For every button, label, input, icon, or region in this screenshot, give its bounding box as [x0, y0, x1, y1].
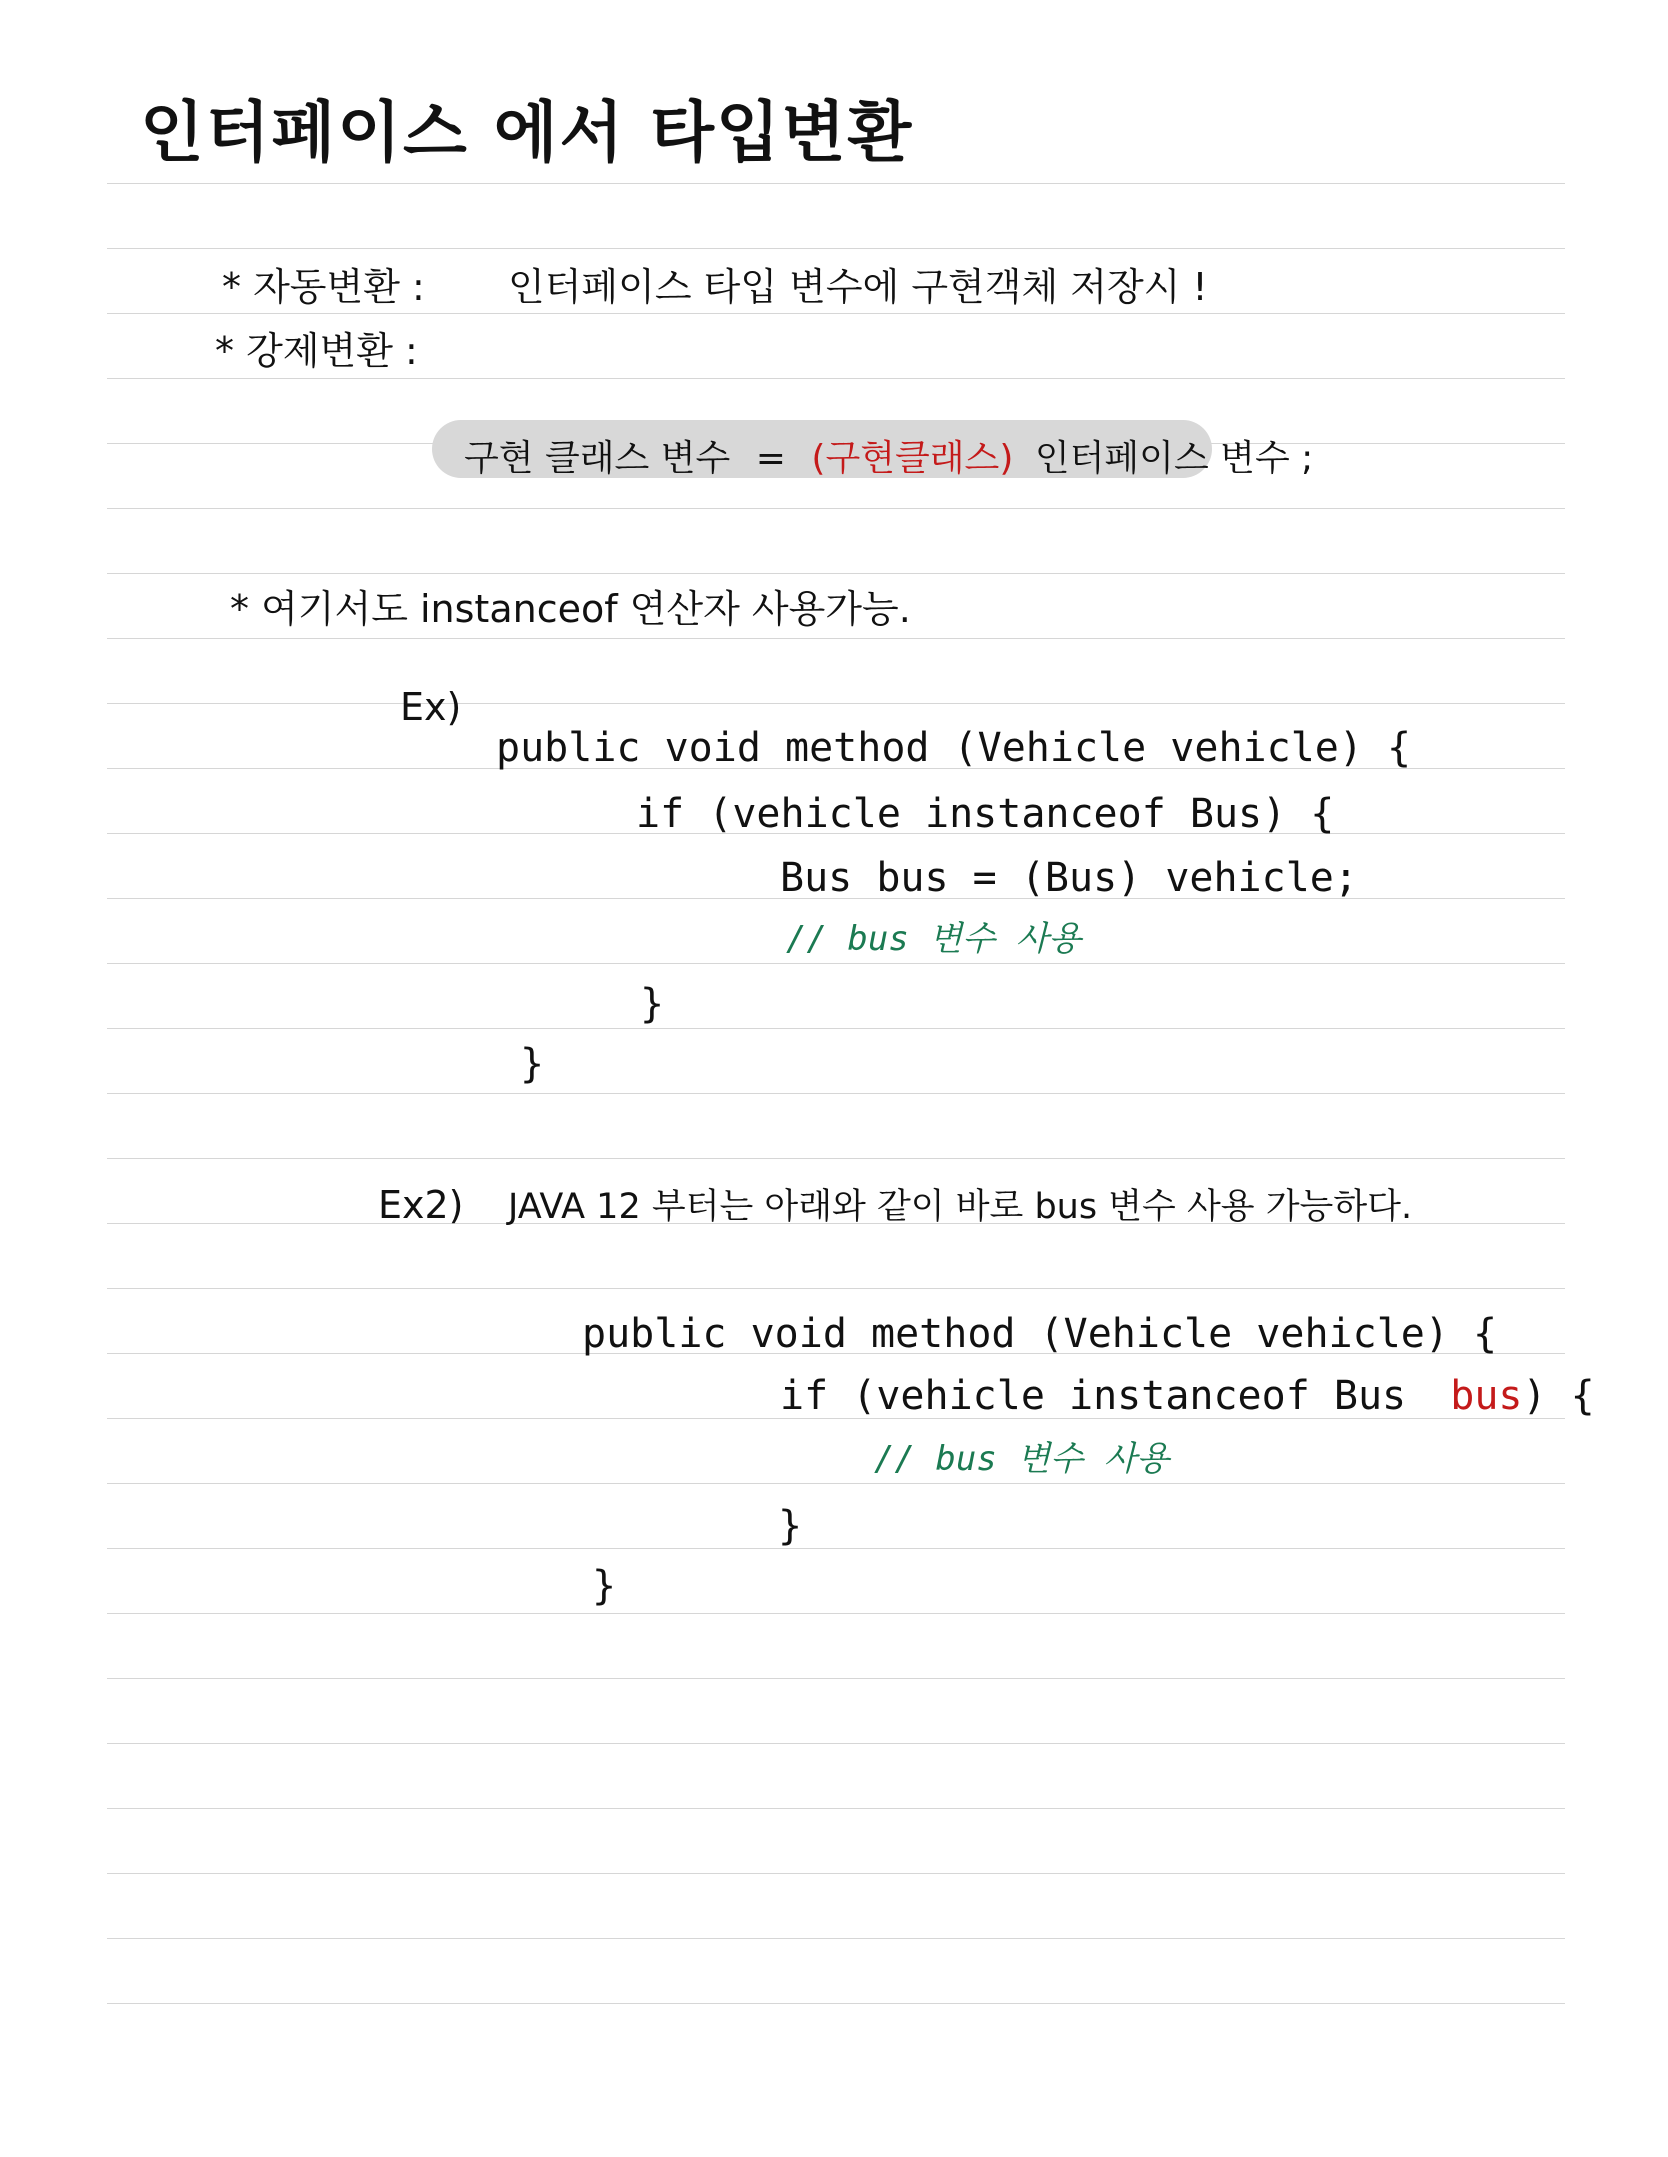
- ruled-line: [107, 573, 1565, 574]
- ruled-line: [107, 1678, 1565, 1679]
- ruled-line: [107, 1483, 1565, 1484]
- ex1-close-inner: }: [640, 981, 665, 1027]
- ex2-line2: [780, 1373, 1595, 1419]
- ex2-close-inner: }: [778, 1503, 803, 1549]
- ruled-line: [107, 1158, 1565, 1159]
- ex2-line1: public void method (Vehicle vehicle) {: [582, 1311, 1498, 1357]
- ex1-line3: Bus bus = (Bus) vehicle;: [780, 855, 1358, 901]
- formula-lhs: 구현 클래스 변수: [464, 438, 731, 479]
- ruled-line: [107, 963, 1565, 964]
- ex2-line2-pre: if (vehicle instanceof Bus: [780, 1373, 1407, 1419]
- ruled-line: [107, 1028, 1565, 1029]
- ruled-line: [107, 313, 1565, 314]
- ruled-line: [107, 1743, 1565, 1744]
- page-title: 인터페이스 에서 타입변환: [140, 94, 914, 171]
- ruled-line: [107, 703, 1565, 704]
- ex1-line2: if (vehicle instanceof Bus) {: [636, 791, 1335, 837]
- ruled-line: [107, 1938, 1565, 1939]
- ex1-comment: // bus 변수 사용: [786, 919, 1082, 959]
- cast-conversion-label: * 강제변환 :: [215, 329, 418, 373]
- formula: [464, 430, 1313, 481]
- ex2-close-outer: }: [592, 1563, 617, 1609]
- ruled-line: [107, 1613, 1565, 1614]
- ruled-line: [107, 1808, 1565, 1809]
- ex2-label: Ex2): [378, 1183, 464, 1227]
- ruled-line: [107, 508, 1565, 509]
- formula-eq: =: [755, 438, 786, 479]
- instanceof-note: * 여기서도 instanceof 연산자 사용가능.: [230, 587, 911, 631]
- ex2-line2-post: ) {: [1522, 1373, 1595, 1419]
- ex1-line1: public void method (Vehicle vehicle) {: [496, 725, 1412, 771]
- formula-rhs: 인터페이스 변수 ;: [1034, 438, 1314, 479]
- ruled-line: [107, 248, 1565, 249]
- ruled-line: [107, 2003, 1565, 2004]
- ruled-line: [107, 1548, 1565, 1549]
- ex2-comment: // bus 변수 사용: [874, 1439, 1170, 1479]
- ruled-line: [107, 378, 1565, 379]
- formula-cast: (구현클래스): [811, 438, 1014, 479]
- ex2-desc: JAVA 12 부터는 아래와 같이 바로 bus 변수 사용 가능하다.: [508, 1187, 1413, 1227]
- ruled-line: [107, 183, 1565, 184]
- ruled-line: [107, 1873, 1565, 1874]
- ex1-close-outer: }: [520, 1041, 545, 1087]
- ex1-label: Ex): [400, 685, 462, 729]
- ex2-pattern-var: bus: [1450, 1373, 1523, 1419]
- auto-conversion-desc: 인터페이스 타입 변수에 구현객체 저장시 !: [508, 265, 1208, 309]
- ruled-line: [107, 638, 1565, 639]
- ruled-line: [107, 1093, 1565, 1094]
- auto-conversion-label: * 자동변환 :: [222, 265, 425, 309]
- ruled-line: [107, 1288, 1565, 1289]
